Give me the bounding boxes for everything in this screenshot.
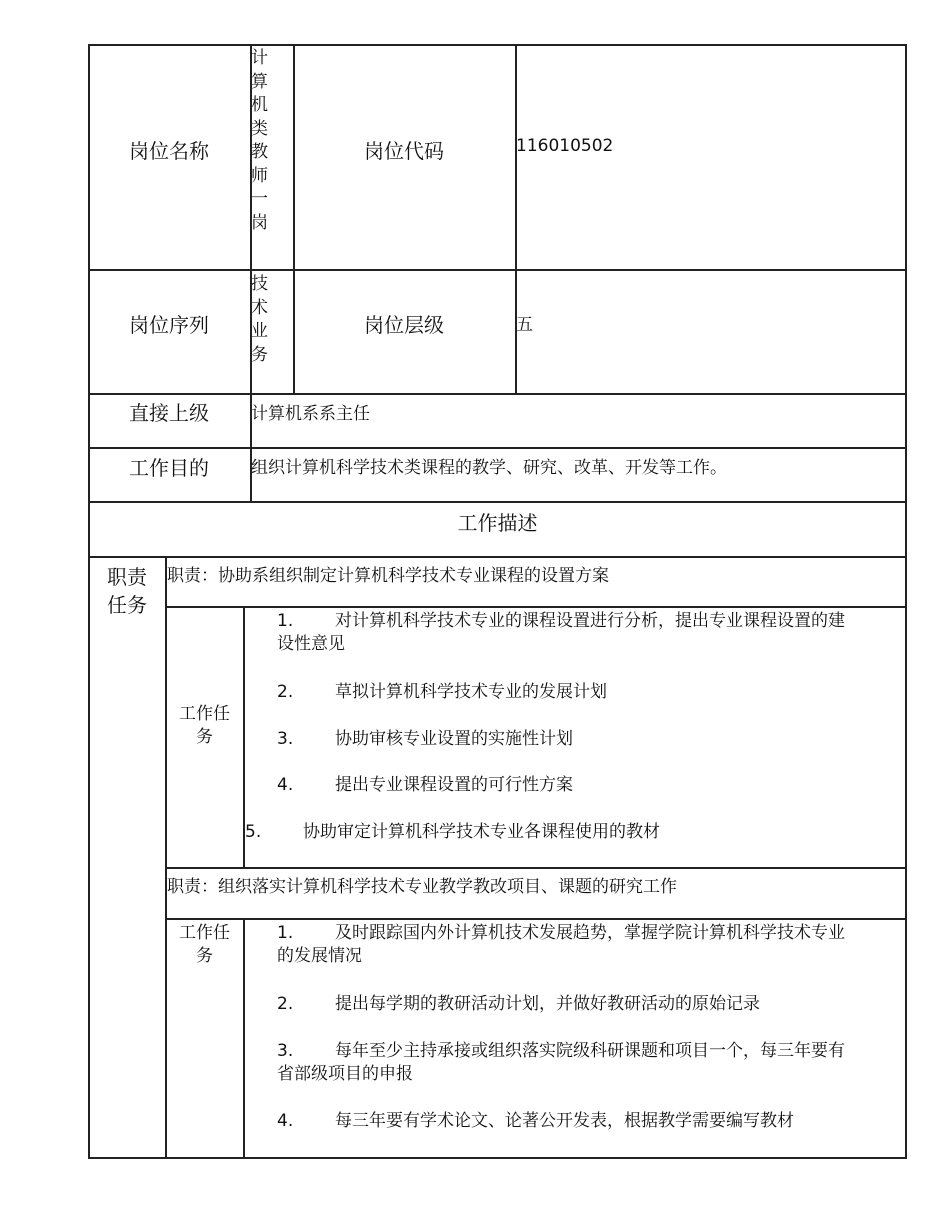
superior-label: 直接上级 bbox=[129, 401, 209, 425]
task-item bbox=[245, 821, 899, 844]
task-item bbox=[277, 728, 899, 751]
task-item bbox=[277, 610, 899, 656]
task-text: 每年至少主持承接或组织落实院级科研课题和项目一个，每三年要有 bbox=[335, 1041, 845, 1061]
position-sequence-value: 技术业务 bbox=[251, 274, 268, 365]
task-label-text: 工作任务 bbox=[179, 704, 230, 747]
border-right bbox=[905, 44, 907, 1158]
description-title: 工作描述 bbox=[457, 511, 538, 535]
task-text: 草拟计算机科学技术专业的发展计划 bbox=[335, 682, 607, 702]
task-number: 5. bbox=[245, 822, 262, 842]
task-text: 提出每学期的教研活动计划，并做好教研活动的原始记录 bbox=[335, 994, 760, 1014]
purpose-label: 工作目的 bbox=[129, 456, 209, 480]
row-line bbox=[166, 606, 907, 608]
tasks-label: 任务 bbox=[107, 593, 147, 617]
task-item bbox=[277, 1040, 899, 1086]
position-level-label: 岗位层级 bbox=[364, 313, 444, 337]
task-text: 及时跟踪国内外计算机技术发展趋势，掌握学院计算机科学技术专业 bbox=[335, 923, 845, 943]
row-line bbox=[88, 269, 907, 271]
task-number: 3. bbox=[277, 729, 294, 749]
position-name-label: 岗位名称 bbox=[129, 139, 209, 163]
row-line bbox=[166, 918, 907, 920]
col-line bbox=[165, 556, 167, 1158]
task-number: 3. bbox=[277, 1041, 294, 1061]
task-text: 每三年要有学术论文、论著公开发表，根据教学需要编写教材 bbox=[335, 1111, 794, 1131]
position-code-value: 116010502 bbox=[516, 136, 614, 156]
task-text: 对计算机科学技术专业的课程设置进行分析，提出专业课程设置的建 bbox=[335, 611, 845, 631]
position-level-value: 五 bbox=[516, 315, 533, 335]
col-line bbox=[243, 918, 245, 1158]
task-text: 提出专业课程设置的可行性方案 bbox=[335, 775, 573, 795]
task-item bbox=[277, 681, 899, 704]
position-code-label: 岗位代码 bbox=[364, 139, 444, 163]
row-line bbox=[88, 556, 907, 558]
purpose-value: 组织计算机科学技术类课程的教学、研究、改革、开发等工作。 bbox=[251, 458, 727, 478]
task-item bbox=[277, 774, 899, 797]
duties-label: 职责 bbox=[107, 565, 147, 589]
duty-title: 职责：协助系组织制定计算机科学技术专业课程的设置方案 bbox=[167, 566, 609, 586]
task-item bbox=[277, 993, 899, 1016]
row-line bbox=[166, 867, 907, 869]
task-text: 协助审核专业设置的实施性计划 bbox=[335, 729, 573, 749]
task-text-cont: 省部级项目的申报 bbox=[277, 1064, 413, 1084]
position-sequence-label: 岗位序列 bbox=[129, 313, 209, 337]
task-number: 4. bbox=[277, 1111, 294, 1131]
superior-value: 计算机系系主任 bbox=[251, 404, 370, 424]
row-line bbox=[88, 501, 907, 503]
border-bottom bbox=[88, 1157, 907, 1159]
col-line bbox=[515, 44, 517, 394]
task-item bbox=[277, 1110, 899, 1133]
row-line bbox=[88, 447, 907, 449]
duty-title: 职责：组织落实计算机科学技术专业教学教改项目、课题的研究工作 bbox=[167, 877, 677, 897]
position-name-value: 计算机类教师一岗 bbox=[251, 48, 268, 233]
task-label bbox=[166, 703, 243, 749]
task-text-cont: 的发展情况 bbox=[277, 946, 362, 966]
border-top bbox=[88, 44, 907, 46]
task-number: 2. bbox=[277, 994, 294, 1014]
task-number: 1. bbox=[277, 611, 294, 631]
col-line bbox=[293, 44, 295, 394]
task-number: 2. bbox=[277, 682, 294, 702]
task-label-text: 工作任务 bbox=[179, 923, 230, 966]
task-text-cont: 设性意见 bbox=[277, 634, 345, 654]
row-line bbox=[88, 393, 907, 395]
task-item bbox=[277, 922, 899, 968]
task-number: 4. bbox=[277, 775, 294, 795]
task-number: 1. bbox=[277, 923, 294, 943]
task-label bbox=[166, 922, 243, 968]
task-text: 协助审定计算机科学技术专业各课程使用的教材 bbox=[303, 822, 660, 842]
